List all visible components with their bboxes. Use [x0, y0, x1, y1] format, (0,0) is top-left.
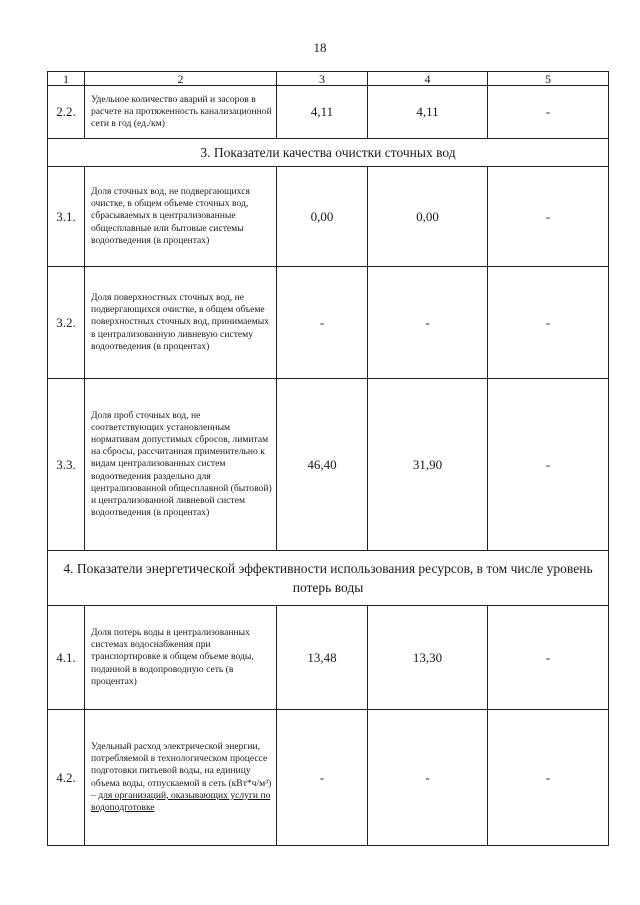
value-col5: - [488, 267, 609, 379]
value-col3: - [277, 710, 368, 846]
header-cell-2: 2 [85, 72, 277, 86]
header-cell-5: 5 [488, 72, 609, 86]
value-col4: - [368, 267, 488, 379]
table-row [48, 710, 609, 846]
table-row [48, 606, 609, 710]
table-row [48, 379, 609, 551]
value-col3: 13,48 [277, 606, 368, 710]
value-col3: - [277, 267, 368, 379]
page-number: 18 [313, 40, 327, 55]
row-description: Доля сточных вод, не подвергающихся очистке, в общем объеме сточных вод, сбрасываемых в централизованные общесплавные или бытовые системы водоотведения (в процентах) [85, 167, 277, 267]
section-row [48, 139, 609, 167]
value-col3: 4,11 [277, 86, 368, 139]
value-col3: 46,40 [277, 379, 368, 551]
value-col5: - [488, 167, 609, 267]
value-col5: - [488, 710, 609, 846]
row-description: Удельное количество аварий и засоров в расчете на протяженность канализационной сети в год (ед./км) [85, 86, 277, 139]
value-col4: 0,00 [368, 167, 488, 267]
value-col3: 0,00 [277, 167, 368, 267]
table-row [48, 167, 609, 267]
row-description [85, 710, 277, 846]
row-number: 3.2. [48, 267, 85, 379]
header-cell-4: 4 [368, 72, 488, 86]
indicators-table [47, 71, 609, 846]
section-row [48, 551, 609, 606]
table-row [48, 267, 609, 379]
header-cell-3: 3 [277, 72, 368, 86]
value-col4: - [368, 710, 488, 846]
value-col5: - [488, 86, 609, 139]
row-description-underlined: для организаций, оказывающих услуги по водоподготовке [91, 789, 271, 813]
value-col5: - [488, 606, 609, 710]
row-number: 3.3. [48, 379, 85, 551]
row-number: 2.2. [48, 86, 85, 139]
header-row [48, 72, 609, 86]
table-row [48, 86, 609, 139]
row-number: 3.1. [48, 167, 85, 267]
row-description-text: Удельный расход электрической энергии, потребляемой в технологическом процессе подготовки питьевой воды, на единицу объема воды, отпускаемой в сеть (кВт*ч/м³) – [91, 740, 272, 801]
row-number: 4.1. [48, 606, 85, 710]
row-description: Доля поверхностных сточных вод, не подвергающихся очистке, в общем объеме поверхностных сточных вод, принимаемых в централизованную ливневую систему водоотведения (в процентах) [85, 267, 277, 379]
row-description: Доля потерь воды в централизованных системах водоснабжения при транспортировке в общем объеме воды, поданной в водопроводную сеть (в процентах) [85, 606, 277, 710]
header-cell-1: 1 [48, 72, 85, 86]
value-col4: 4,11 [368, 86, 488, 139]
value-col5: - [488, 379, 609, 551]
row-number: 4.2. [48, 710, 85, 846]
value-col4: 13,30 [368, 606, 488, 710]
value-col4: 31,90 [368, 379, 488, 551]
section-title-4: 4. Показатели энергетической эффективности использования ресурсов, в том числе уровень потерь воды [48, 551, 609, 606]
section-title-3: 3. Показатели качества очистки сточных вод [48, 139, 609, 167]
row-description: Доля проб сточных вод, не соответствующих установленным нормативам допустимых сбросов, лимитам на сбросы, рассчитанная применительно к видам централизованных систем водоотведения раздельно для централизованной общесплавной (бытовой) и централизованной ливневой систем водоотведения (в процентах) [85, 379, 277, 551]
